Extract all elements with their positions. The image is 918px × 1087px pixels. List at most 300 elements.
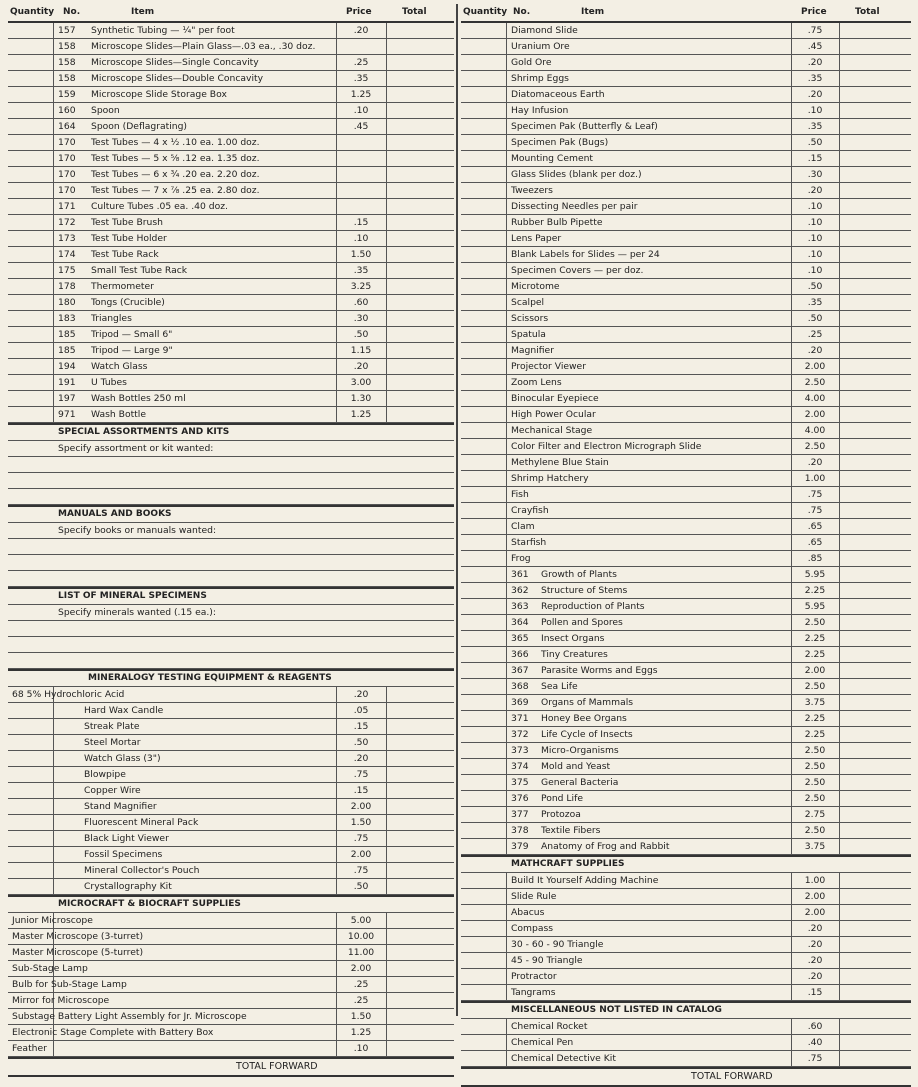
item-description: Diatomaceous Earth [511, 89, 605, 100]
order-row[interactable] [8, 879, 454, 895]
total-forward-label: TOTAL FORWARD [691, 1071, 773, 1082]
order-row[interactable] [461, 647, 911, 663]
price-header: Price [801, 7, 827, 17]
item-price: 2.25 [804, 633, 826, 644]
order-row[interactable] [461, 953, 911, 969]
item-price: .15 [807, 153, 823, 164]
item-description: Hard Wax Candle [84, 705, 164, 716]
item-description: Test Tube Brush [91, 217, 163, 228]
item-number: 170 [58, 153, 76, 164]
order-row[interactable] [461, 439, 911, 455]
item-price: .20 [353, 753, 369, 764]
item-price: 5.95 [804, 569, 826, 580]
item-price: 5.95 [804, 601, 826, 612]
section-title [461, 1001, 911, 1019]
item-number: 365 [511, 633, 529, 644]
order-row[interactable] [8, 687, 454, 703]
item-price: 4.00 [804, 425, 826, 436]
item-description: Sub-Stage Lamp [12, 963, 88, 974]
blank-entry-line[interactable] [8, 489, 454, 505]
item-description: Glass Slides (blank per doz.) [511, 169, 642, 180]
item-number: 364 [511, 617, 529, 628]
item-price: .20 [807, 345, 823, 356]
item-description: Microscope Slides—Double Concavity [91, 73, 264, 84]
item-price: 1.50 [350, 817, 372, 828]
order-row[interactable] [461, 759, 911, 775]
order-row[interactable] [461, 599, 911, 615]
section-title [461, 855, 911, 873]
item-description: Test Tubes — 6 x ¾ .20 ea. 2.20 doz. [91, 169, 260, 180]
specify-text: Specify assortment or kit wanted: [58, 443, 214, 454]
section-title [8, 895, 454, 913]
item-description: Micro-Organisms [541, 745, 619, 756]
order-row[interactable] [461, 375, 911, 391]
item-price: .20 [353, 689, 369, 700]
order-row[interactable] [461, 889, 911, 905]
order-row[interactable] [461, 775, 911, 791]
item-description: Blowpipe [84, 769, 126, 780]
section-title-text: MINERALOGY TESTING EQUIPMENT & REAGENTS [88, 673, 332, 683]
section-title-text: MATHCRAFT SUPPLIES [511, 859, 625, 869]
order-row[interactable] [8, 831, 454, 847]
order-row[interactable] [461, 359, 911, 375]
item-number: 374 [511, 761, 529, 772]
item-description: Lens Paper [511, 233, 562, 244]
order-row[interactable] [8, 703, 454, 719]
item-number: 971 [58, 409, 76, 420]
order-row[interactable] [461, 567, 911, 583]
item-price: .10 [353, 233, 369, 244]
item-price: 2.50 [804, 377, 826, 388]
order-row[interactable] [8, 247, 454, 263]
item-price: 10.00 [347, 931, 375, 942]
order-row[interactable] [8, 135, 454, 151]
order-row[interactable] [461, 455, 911, 471]
order-row[interactable] [461, 263, 911, 279]
quantity-header: Quantity [463, 7, 508, 17]
item-price: .05 [353, 705, 369, 716]
item-price: .45 [807, 41, 823, 52]
order-row[interactable] [461, 663, 911, 679]
order-row[interactable] [461, 905, 911, 921]
specify-line[interactable] [8, 523, 454, 539]
order-row[interactable] [8, 407, 454, 423]
order-row[interactable] [8, 119, 454, 135]
order-row[interactable] [8, 767, 454, 783]
blank-entry-line[interactable] [8, 637, 454, 653]
order-row[interactable] [8, 279, 454, 295]
item-description: Mounting Cement [511, 153, 594, 164]
order-row[interactable] [461, 151, 911, 167]
item-price: 2.00 [804, 409, 826, 420]
order-row[interactable] [8, 359, 454, 375]
order-row[interactable] [8, 263, 454, 279]
item-description: Color Filter and Electron Micrograph Slide [511, 441, 702, 452]
blank-entry-line[interactable] [8, 555, 454, 571]
item-number: 379 [511, 841, 529, 852]
item-description: Feather [12, 1043, 47, 1054]
item-number: 170 [58, 185, 76, 196]
item-price: 1.50 [350, 1011, 372, 1022]
item-description: Sea Life [541, 681, 578, 692]
item-description: Black Light Viewer [84, 833, 169, 844]
item-description: Rubber Bulb Pipette [511, 217, 603, 228]
order-row[interactable] [8, 1025, 454, 1041]
order-row[interactable] [8, 913, 454, 929]
item-price: .60 [353, 297, 369, 308]
order-row[interactable] [8, 183, 454, 199]
item-price: 2.50 [804, 745, 826, 756]
section-title [8, 423, 454, 441]
order-row[interactable] [461, 743, 911, 759]
item-number: 373 [511, 745, 529, 756]
item-description: Microtome [511, 281, 560, 292]
item-description: Protozoa [541, 809, 581, 820]
item-price: 1.00 [804, 473, 826, 484]
order-row[interactable] [461, 215, 911, 231]
item-description: Zoom Lens [511, 377, 562, 388]
order-row[interactable] [8, 375, 454, 391]
item-description: Junior Microscope [12, 915, 93, 926]
item-price: .40 [807, 1037, 823, 1048]
order-row[interactable] [8, 863, 454, 879]
item-price: 2.50 [804, 681, 826, 692]
order-row[interactable] [8, 751, 454, 767]
section-title-text: MANUALS AND BOOKS [58, 509, 172, 519]
item-price: 1.25 [350, 409, 372, 420]
item-number: 170 [58, 137, 76, 148]
order-row[interactable] [8, 719, 454, 735]
item-price: 2.50 [804, 777, 826, 788]
item-price: 2.25 [804, 649, 826, 660]
item-price: .50 [353, 329, 369, 340]
order-row[interactable] [8, 87, 454, 103]
order-row[interactable] [461, 295, 911, 311]
order-row[interactable] [461, 55, 911, 71]
item-description: Parasite Worms and Eggs [541, 665, 658, 676]
item-description: Triangles [91, 313, 132, 324]
order-row[interactable] [8, 1041, 454, 1057]
total-header: Total [402, 7, 427, 17]
item-number: 368 [511, 681, 529, 692]
order-row[interactable] [461, 103, 911, 119]
item-number: 158 [58, 57, 76, 68]
item-price: 2.50 [804, 761, 826, 772]
item-price: .75 [353, 769, 369, 780]
item-description: Culture Tubes .05 ea. .40 doz. [91, 201, 228, 212]
item-number: 185 [58, 345, 76, 356]
item-description: Mold and Yeast [541, 761, 611, 772]
order-row[interactable] [8, 55, 454, 71]
order-row[interactable] [8, 151, 454, 167]
item-price: .75 [807, 505, 823, 516]
item-description: 68 5% Hydrochloric Acid [12, 689, 125, 700]
item-price: .75 [353, 865, 369, 876]
order-row[interactable] [461, 679, 911, 695]
item-price: 2.00 [804, 891, 826, 902]
item-description: Microscope Slides—Plain Glass—.03 ea., .30 doz. [91, 41, 316, 52]
blank-entry-line[interactable] [8, 653, 454, 669]
order-row[interactable] [461, 327, 911, 343]
item-price: .10 [807, 249, 823, 260]
order-row[interactable] [8, 199, 454, 215]
item-description: Projector Viewer [511, 361, 586, 372]
item-description: Specimen Covers — per doz. [511, 265, 644, 276]
item-price: .60 [807, 1021, 823, 1032]
item-price: .10 [353, 1043, 369, 1054]
item-description: Organs of Mammals [541, 697, 634, 708]
specify-line[interactable] [8, 441, 454, 457]
item-number: 164 [58, 121, 76, 132]
item-description: Tongs (Crucible) [91, 297, 165, 308]
item-description: Spoon [91, 105, 120, 116]
order-row[interactable] [461, 87, 911, 103]
item-price: .25 [807, 329, 823, 340]
item-number: 375 [511, 777, 529, 788]
order-row[interactable] [461, 937, 911, 953]
item-description: Compass [511, 923, 554, 934]
order-row[interactable] [461, 1019, 911, 1035]
item-price: .15 [807, 987, 823, 998]
order-row[interactable] [461, 807, 911, 823]
item-price: .20 [807, 457, 823, 468]
item-price: .75 [807, 489, 823, 500]
item-price: .25 [353, 979, 369, 990]
order-row[interactable] [461, 231, 911, 247]
item-price: 2.00 [350, 801, 372, 812]
order-row[interactable] [461, 631, 911, 647]
item-number: 361 [511, 569, 529, 580]
order-row[interactable] [461, 583, 911, 599]
order-row[interactable] [461, 727, 911, 743]
order-row[interactable] [8, 847, 454, 863]
order-row[interactable] [8, 1009, 454, 1025]
item-price: 2.50 [804, 441, 826, 452]
item-description: Mirror for Microscope [12, 995, 110, 1006]
order-row[interactable] [8, 295, 454, 311]
item-description: Tripod — Large 9" [91, 345, 173, 356]
item-number: 362 [511, 585, 529, 596]
order-row[interactable] [8, 39, 454, 55]
item-number: 372 [511, 729, 529, 740]
blank-entry-line[interactable] [8, 457, 454, 473]
order-row[interactable] [461, 279, 911, 295]
item-price: 2.25 [804, 585, 826, 596]
item-price: 2.50 [804, 617, 826, 628]
item-price: .50 [807, 137, 823, 148]
item-description: Stand Magnifier [84, 801, 157, 812]
item-price: .85 [807, 553, 823, 564]
order-row[interactable] [8, 993, 454, 1009]
item-description: Growth of Plants [541, 569, 617, 580]
order-row[interactable] [461, 119, 911, 135]
order-row[interactable] [8, 783, 454, 799]
order-row[interactable] [461, 167, 911, 183]
no-header: No. [513, 7, 531, 17]
order-row[interactable] [8, 977, 454, 993]
item-description: Uranium Ore [511, 41, 570, 52]
item-price: .10 [807, 105, 823, 116]
order-row[interactable] [461, 1035, 911, 1051]
item-price: .65 [807, 537, 823, 548]
order-row[interactable] [8, 103, 454, 119]
item-description: Dissecting Needles per pair [511, 201, 638, 212]
order-row[interactable] [8, 71, 454, 87]
item-description: Honey Bee Organs [541, 713, 627, 724]
item-number: 158 [58, 73, 76, 84]
item-price: .50 [807, 313, 823, 324]
order-row[interactable] [8, 391, 454, 407]
item-description: Test Tube Rack [91, 249, 159, 260]
item-price: .15 [353, 721, 369, 732]
order-row[interactable] [8, 23, 454, 39]
item-number: 367 [511, 665, 529, 676]
item-description: Starfish [511, 537, 547, 548]
left-order-column [8, 4, 454, 1077]
order-row[interactable] [8, 799, 454, 815]
item-price: .15 [353, 217, 369, 228]
item-price: .35 [807, 297, 823, 308]
item-description: Clam [511, 521, 535, 532]
order-row[interactable] [461, 921, 911, 937]
order-row[interactable] [8, 167, 454, 183]
order-row[interactable] [8, 815, 454, 831]
order-row[interactable] [8, 327, 454, 343]
order-row[interactable] [461, 695, 911, 711]
item-number: 171 [58, 201, 76, 212]
total-forward-row [461, 1067, 911, 1087]
item-description: Blank Labels for Slides — per 24 [511, 249, 660, 260]
blank-entry-line[interactable] [8, 621, 454, 637]
order-row[interactable] [461, 985, 911, 1001]
order-row[interactable] [461, 969, 911, 985]
order-row[interactable] [8, 929, 454, 945]
item-number: 183 [58, 313, 76, 324]
order-row[interactable] [461, 423, 911, 439]
item-price: .50 [807, 281, 823, 292]
order-row[interactable] [461, 39, 911, 55]
item-price: .10 [353, 105, 369, 116]
order-row[interactable] [461, 391, 911, 407]
order-row[interactable] [461, 487, 911, 503]
item-description: Test Tube Holder [91, 233, 167, 244]
item-number: 157 [58, 25, 76, 36]
blank-entry-line[interactable] [8, 571, 454, 587]
item-number: 158 [58, 41, 76, 52]
item-price: .20 [807, 939, 823, 950]
order-row[interactable] [8, 343, 454, 359]
item-price: .20 [353, 361, 369, 372]
item-price: .20 [807, 89, 823, 100]
item-number: 371 [511, 713, 529, 724]
order-row[interactable] [8, 231, 454, 247]
item-description: Methylene Blue Stain [511, 457, 609, 468]
item-header: Item [131, 7, 155, 17]
item-description: High Power Ocular [511, 409, 596, 420]
specify-line[interactable] [8, 605, 454, 621]
section-title-text: LIST OF MINERAL SPECIMENS [58, 591, 207, 601]
item-price: .75 [807, 1053, 823, 1064]
order-row[interactable] [8, 215, 454, 231]
item-price: 3.75 [804, 697, 826, 708]
item-description: Pollen and Spores [541, 617, 623, 628]
order-row[interactable] [8, 945, 454, 961]
item-description: Magnifier [511, 345, 554, 356]
item-price: 5.00 [350, 915, 372, 926]
order-row[interactable] [461, 407, 911, 423]
item-price: 1.15 [350, 345, 372, 356]
blank-entry-line[interactable] [8, 473, 454, 489]
item-description: Anatomy of Frog and Rabbit [541, 841, 670, 852]
item-description: Electronic Stage Complete with Battery Box [12, 1027, 214, 1038]
item-price: 2.00 [350, 963, 372, 974]
item-description: Mineral Collector's Pouch [84, 865, 200, 876]
order-row[interactable] [461, 519, 911, 535]
item-description: Frog [511, 553, 531, 564]
order-row[interactable] [461, 823, 911, 839]
item-description: Mechanical Stage [511, 425, 593, 436]
order-row[interactable] [461, 23, 911, 39]
item-price: .45 [353, 121, 369, 132]
item-number: 159 [58, 89, 76, 100]
order-row[interactable] [461, 135, 911, 151]
order-row[interactable] [461, 535, 911, 551]
order-row[interactable] [461, 839, 911, 855]
order-row[interactable] [461, 711, 911, 727]
item-description: Chemical Rocket [511, 1021, 588, 1032]
item-price: 11.00 [347, 947, 375, 958]
order-row[interactable] [8, 311, 454, 327]
order-row[interactable] [8, 961, 454, 977]
item-number: 377 [511, 809, 529, 820]
order-row[interactable] [461, 791, 911, 807]
order-row[interactable] [461, 343, 911, 359]
item-description: Tangrams [511, 987, 556, 998]
order-row[interactable] [461, 71, 911, 87]
order-row[interactable] [461, 471, 911, 487]
item-description: Steel Mortar [84, 737, 141, 748]
item-description: Structure of Stems [541, 585, 628, 596]
item-number: 160 [58, 105, 76, 116]
item-description: Hay Infusion [511, 105, 569, 116]
item-description: Watch Glass (3") [84, 753, 161, 764]
item-price: 2.00 [804, 907, 826, 918]
item-price: 1.25 [350, 89, 372, 100]
order-row[interactable] [461, 551, 911, 567]
item-number: 191 [58, 377, 76, 388]
order-row[interactable] [461, 199, 911, 215]
order-row[interactable] [461, 873, 911, 889]
price-header: Price [346, 7, 372, 17]
order-row[interactable] [461, 503, 911, 519]
order-row[interactable] [461, 1051, 911, 1067]
item-description: Scissors [511, 313, 549, 324]
item-description: 45 - 90 Triangle [511, 955, 583, 966]
right-order-column [461, 4, 911, 1087]
order-row[interactable] [461, 615, 911, 631]
order-row[interactable] [461, 183, 911, 199]
section-title [8, 587, 454, 605]
order-row[interactable] [8, 735, 454, 751]
order-row[interactable] [461, 247, 911, 263]
section-title [8, 669, 454, 687]
item-price: 1.30 [350, 393, 372, 404]
blank-entry-line[interactable] [8, 539, 454, 555]
item-price: .50 [353, 881, 369, 892]
item-description: Textile Fibers [541, 825, 601, 836]
item-price: 1.00 [804, 875, 826, 886]
order-row[interactable] [461, 311, 911, 327]
